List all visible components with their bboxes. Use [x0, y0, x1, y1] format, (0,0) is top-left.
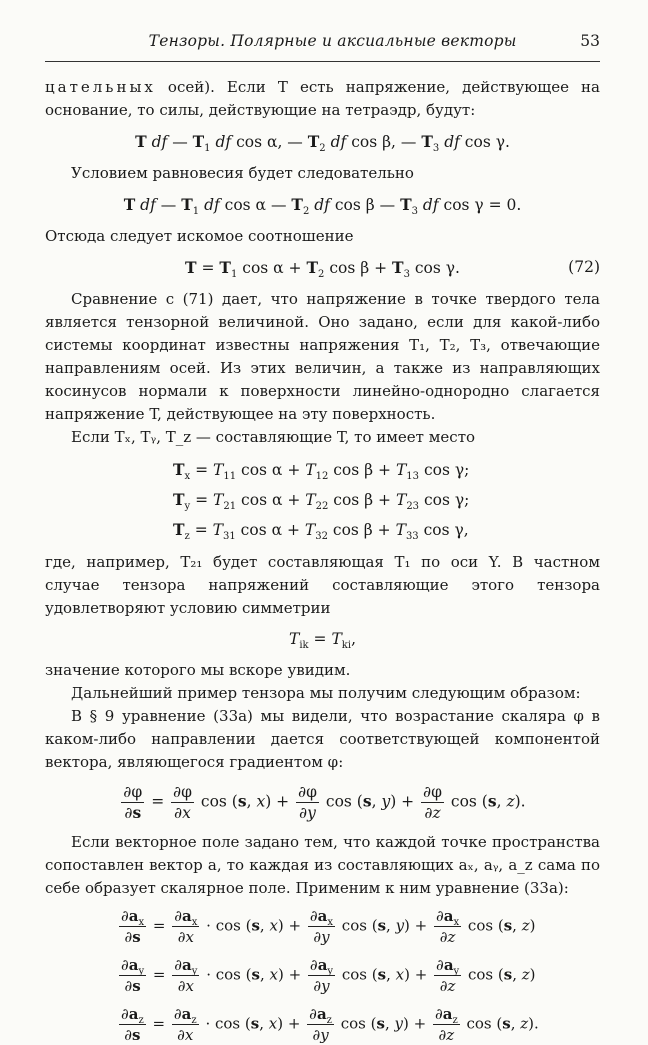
equation-components: $T_x = T_{11}$ $\cos \alpha + T_{12}$ $\cos \beta + T_{13}$ cos γ; $T_y = T_{21}$ $\cos \alpha + T_{22}$ $\cos \beta + T_{23}$ cos γ; $T_z = T_{31}$ $\cos \alpha + T_{32}$ $\cos \beta + T_{33}$ cos γ,: [173, 460, 470, 543]
equation-symmetry: $T_{ik} = T_{ki}$,: [289, 630, 356, 652]
equation-number: (72): [568, 258, 600, 276]
page-number: 53: [580, 32, 600, 50]
equation-forces: T df — $T_1$ df cos α, — $T_2$ df cos β, — $T_3$ df cos γ.: [135, 132, 510, 155]
header-title: Тензоры. Полярные и аксиальные векторы: [148, 32, 517, 50]
paragraph-2: Условием равновесия будет следовательно: [71, 164, 414, 182]
paragraph-1: цательных осей). Если T есть напряжение, действующее на основание, то силы, действующие на тетраэдр, будут:: [45, 78, 600, 119]
paragraph-9: В § 9 уравнение (33a) мы видели, что возрастание скаляра φ в каком-либо направлении дается соответствующей компонентой вектора, являющегося градиентом φ:: [45, 707, 600, 771]
equation-72: $T = T_1$ $\cos \alpha + T_2$ $\cos \beta + T_3$ cos γ. (72): [185, 258, 600, 281]
paragraph-6: где, например, T₂₁ будет составляющая T₁ по оси Y. В частном случае тензора напряжений составляющие этого тензора удовлетворяют условию симметрии: [45, 553, 600, 617]
paragraph-5: Если Tₓ, Tᵧ, T_z — составляющие T, то имеет место: [71, 428, 476, 446]
equation-gradient: $\frac{\partial\varphi}{\partial s}$ = $\frac{\partial\varphi}{\partial x}$ cos (s, x) + $\frac{\partial\varphi}{\partial y}$ cos (s, y) + $\frac{\partial\varphi}{\partial z}$ cos (s, z).: [123, 783, 526, 822]
paragraph-7: значение которого мы вскоре увидим.: [45, 661, 351, 679]
equation-equilibrium: T df — $T_1$ df cos α — $T_2$ df cos β — $T_3$ df cos γ = 0.: [123, 195, 522, 218]
paragraph-4: Сравнение с (71) дает, что напряжение в точке твердого тела является тензорной величиной. Оно задано, если для какой-либо системы координат известны напряжения T₁, T₂, T₃, отвечающие направлениям осей. Из этих величин, а также из направляющих косинусов нормали к поверхности линейно-однородно слагается напряжение T, действующее на эту поверхность.: [45, 290, 600, 423]
paragraph-8: Дальнейший пример тензора мы получим следующим образом:: [71, 684, 581, 702]
paragraph-3: Отсюда следует искомое соотношение: [45, 227, 354, 245]
equation-vector-derivatives: $\frac{\partial a_x}{\partial s}$ = $\frac{\partial a_x}{\partial x}$ · cos (s, x) + $\frac{\partial a_x}{\partial y}$ cos (s, y) + $\frac{\partial a_x}{\partial z}$ cos (s, z) $\frac{\partial a_y}{\partial s}$ = $\frac{\partial a_y}{\partial x}$ · cos (s, x) + $\frac{\partial a_y}{\partial y}$ cos (s, x) + $\frac{\partial a_y}{\partial z}$ cos (s, z) $\frac{\partial a_z}{\partial s}$ = $\frac{\partial a_z}{\partial x}$ · cos (s, x) + $\frac{\partial a_z}{\partial y}$ cos (s, y) + $\frac{\partial a_z}{\partial z}$ cos (s, z).: [121, 907, 539, 1044]
header-rule: [45, 61, 600, 62]
paragraph-10: Если векторное поле задано тем, что каждой точке пространства сопоставлен вектор a, то каждая из составляющих aₓ, aᵧ, a_z сама по себе образует скалярное поле. Применим к ним уравнение (33a):: [45, 833, 600, 897]
running-header: [45, 30, 600, 53]
